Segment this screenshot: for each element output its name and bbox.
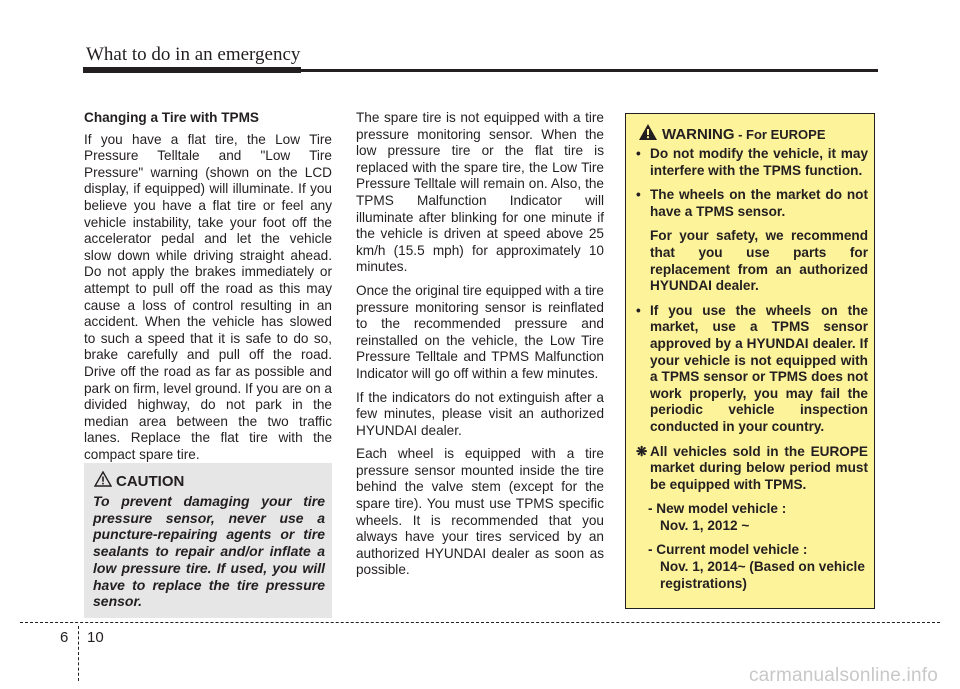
left-column (84, 110, 332, 463)
caution-title: CAUTION (116, 473, 185, 490)
left-body-text: If you have a flat tire, the Low Tire Pressure Telltale and "Low Tire Pressure" warning (shown on the LCD display, if equipped) will illuminate. If you believe you have a flat tire or feel any vehicle instability, take your foot off the accelerator pedal and let the vehicle slow down while driving straight ahead. Do not apply the brakes immediately or attempt to pull off the road as this may cause a loss of control resulting in an accident. When the vehicle has slowed to such a speed that it is safe to do so, brake carefully and pull off the road. Drive off the road as far as possible and park on firm, level ground. If you are on a divided highway, do not park in the median area between the two traffic lanes. Replace the flat tire with the compact spare tire. (84, 131, 332, 462)
caution-triangle-icon (94, 471, 112, 492)
bullet: • (636, 302, 641, 318)
warning-item (636, 146, 868, 179)
chapter-number: 6 (60, 629, 69, 646)
middle-column (356, 110, 604, 586)
caution-box (84, 463, 332, 618)
middle-paragraph: Each wheel is equipped with a tire pressure sensor mounted inside the tire behind the valve stem (except for the spare tire). You must use TPMS specific wheels. It is recommended that you always have your tires serviced by an authorized HYUNDAI dealer as soon as possible. (356, 446, 604, 578)
warning-item-text: Do not modify the vehicle, it may interfere with the TPMS function. (650, 146, 868, 178)
date-value: Nov. 1, 2012 ~ (660, 517, 750, 533)
page-number-divider (78, 626, 79, 681)
section-heading: Changing a Tire with TPMS (84, 110, 259, 125)
footer-divider (20, 622, 940, 623)
warning-item (636, 187, 868, 295)
warning-body (636, 146, 868, 600)
date-label: - Current model vehicle : (648, 542, 808, 558)
warning-subtitle: - For EUROPE (734, 127, 826, 142)
warning-box (625, 113, 875, 609)
bullet: • (636, 187, 641, 203)
date-label: - New model vehicle : (648, 501, 787, 517)
warning-triangle-icon (638, 123, 658, 146)
warning-note-text: All vehicles sold in the EUROPE market during below period must be equipped with TPMS. (650, 443, 868, 492)
header-rule-accent (83, 67, 301, 73)
middle-paragraph: Once the original tire equipped with a tire pressure monitoring sensor is reinflated to the recommended pressure and reinstalled on the vehicle, the Low Tire Pressure Telltale and TPMS Malfunction Indicator will go off within a few minutes. (356, 282, 604, 381)
warning-item-text: If you use the wheels on the market, use a TPMS sensor approved by a HYUNDAI dealer. If your vehicle is not equipped with a TPMS sensor or TPMS does not work properly, you may fail the periodic vehicle inspection conducted in your country. (650, 302, 868, 434)
warning-date-entry (636, 501, 868, 534)
warning-note (636, 444, 868, 494)
warning-item-text: The wheels on the market do not have a TPMS sensor. (650, 187, 868, 219)
bullet: • (636, 146, 641, 161)
watermark: carmanualsonline.info (748, 665, 938, 686)
middle-paragraph: The spare tire is not equipped with a tire pressure monitoring sensor. When the low pressure tire or the flat tire is replaced with the spare tire, the Low Tire Pressure Telltale will remain on. Also, the TPMS Malfunction Indicator will illuminate after blinking for one minute if the vehicle is driven at speed above 25 km/h (15.5 mph) for approximately 10 minutes. (356, 110, 604, 275)
warning-date-entry (636, 542, 868, 592)
warning-title (662, 126, 826, 143)
page-number: 10 (87, 629, 104, 646)
date-value: Nov. 1, 2014~ (Based on vehicle registrations) (660, 559, 865, 591)
warning-item (636, 303, 868, 436)
page-header-title: What to do in an emergency (86, 44, 301, 65)
caution-body: To prevent damaging your tire pressure sensor, never use a puncture-repairing agents or tire sealants to repair and/or inflate a low pressure tire. If used, you will have to replace the tire pressure sensor. (93, 493, 325, 610)
warning-item-subtext: For your safety, we recommend that you use parts for replacement from an authorized HYUNDAI dealer. (650, 228, 868, 294)
middle-paragraph: If the indicators do not extinguish after a few minutes, please visit an authorized HYUNDAI dealer. (356, 389, 604, 438)
asterisk-note-icon: ❋ (636, 443, 648, 459)
warning-title-text: WARNING (662, 126, 735, 143)
